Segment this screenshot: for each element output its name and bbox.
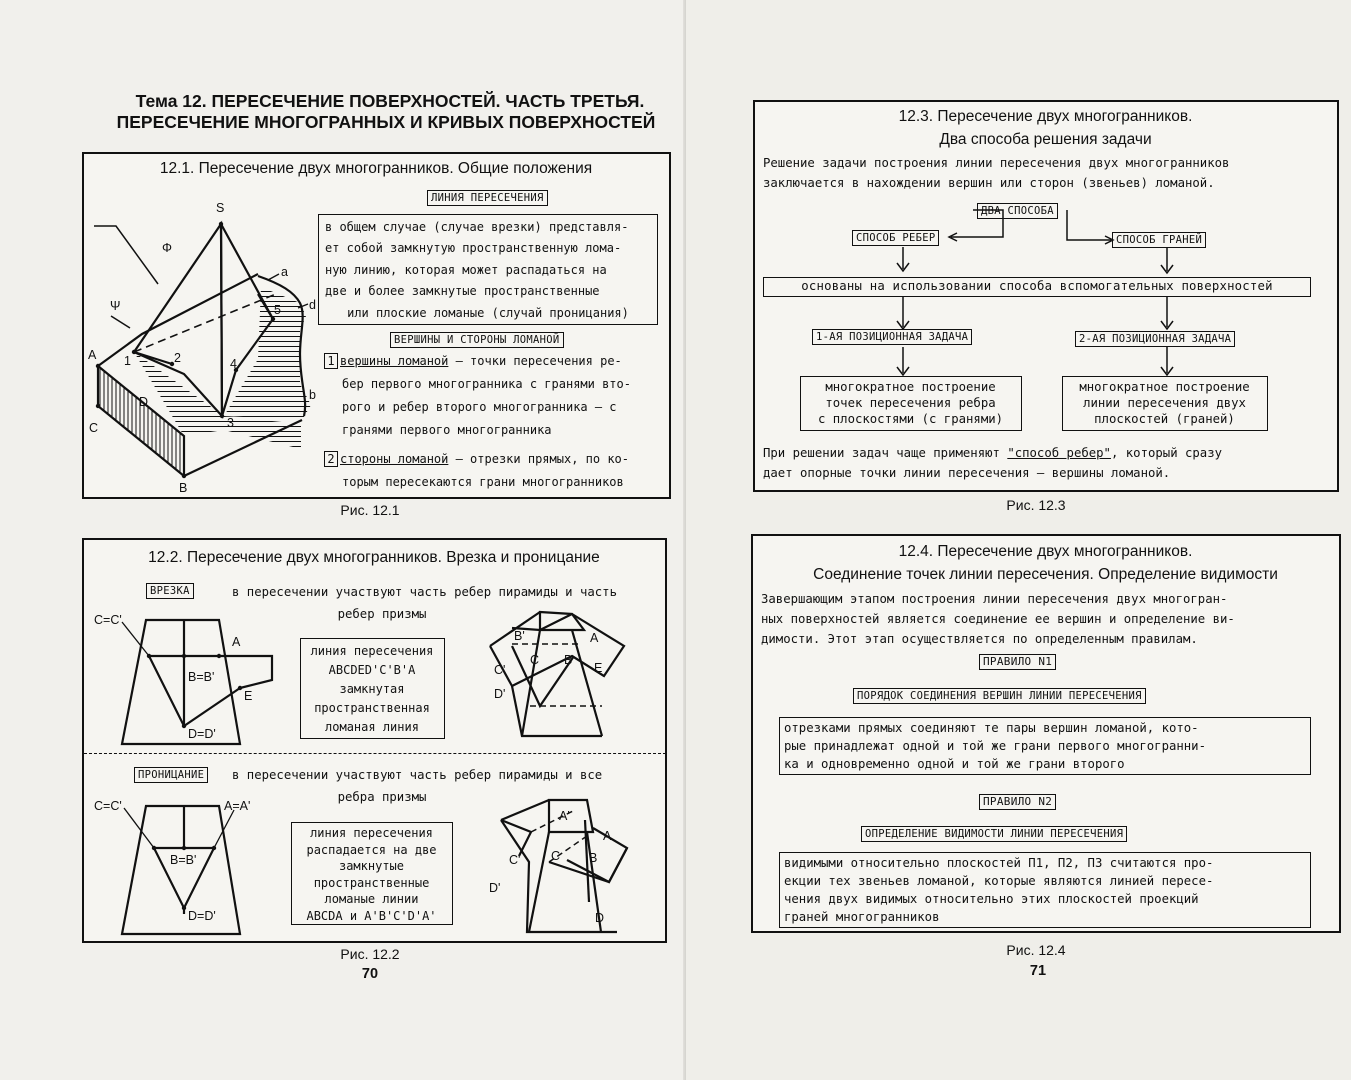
label-d-small: d xyxy=(309,298,316,312)
svg-text:E: E xyxy=(594,661,603,675)
figure-12-1-caption: Рис. 12.1 xyxy=(340,502,400,518)
label-3: 3 xyxy=(227,416,234,430)
item-1-text: 1 вершины ломаной – точки пересечения ре- бер первого многогранника с гранями вто- рого и ребер второго многогранника – с гранями первого многогранника xyxy=(324,350,664,442)
point-3 xyxy=(220,414,224,418)
point-a xyxy=(96,364,100,368)
point-5 xyxy=(271,317,275,321)
svg-text:A: A xyxy=(603,829,612,843)
svg-text:A=A': A=A' xyxy=(224,799,251,813)
topic-title-line-2: ПЕРЕСЕЧЕНИЕ МНОГОГРАННЫХ И КРИВЫХ ПОВЕРХНОСТЕЙ xyxy=(116,112,656,132)
label-b: B xyxy=(179,481,188,495)
tag-two-ways: ДВА СПОСОБА xyxy=(977,203,1058,219)
phi-leader xyxy=(94,226,158,284)
svg-text:D': D' xyxy=(494,687,506,701)
tag-rule-1: ПРАВИЛО N1 xyxy=(979,654,1056,670)
svg-text:D=D': D=D' xyxy=(188,727,216,741)
pronicanie-axonometry xyxy=(489,792,639,942)
figure-12-3-caption: Рис. 12.3 xyxy=(1006,497,1066,513)
figure-12-1-drawing xyxy=(86,184,326,504)
figure-12-2-frame xyxy=(82,538,667,943)
figure-12-3-frame xyxy=(753,100,1339,492)
label-a: A xyxy=(88,348,97,362)
point-1 xyxy=(132,350,136,354)
figure-12-1-frame xyxy=(82,152,671,499)
topic-title-line-1: Тема 12. ПЕРЕСЕЧЕНИЕ ПОВЕРХНОСТЕЙ. ЧАСТЬ ТРЕТЬЯ. xyxy=(135,91,645,111)
page-number-71: 71 xyxy=(1029,963,1047,979)
label-4: 4 xyxy=(230,357,237,371)
svg-text:D: D xyxy=(595,911,605,925)
fig-12-2-divider xyxy=(84,753,666,754)
tag-vrezka: ВРЕЗКА xyxy=(146,583,194,599)
method-box-2: многократное построение линии пересечения двух плоскостей (граней) xyxy=(1062,376,1268,431)
figure-12-2-caption: Рис. 12.2 xyxy=(340,946,400,962)
tag-intersection-line: ЛИНИЯ ПЕРЕСЕЧЕНИЯ xyxy=(427,190,548,206)
figure-12-4-frame xyxy=(751,534,1341,933)
tag-vertices-sides: ВЕРШИНЫ И СТОРОНЫ ЛОМАНОЙ xyxy=(390,332,564,348)
rule-2-box: видимыми относительно плоскостей П1, П2, П3 считаются про- екции тех звеньев ломаной, которые являются линией пересе- чения двух видимых относительно этих плоскостей проекций граней многогранников xyxy=(779,852,1311,928)
figure-12-1-heading: 12.1. Пересечение двух многогранников. Общие положения xyxy=(159,160,593,177)
pronicanie-projection xyxy=(94,798,274,948)
figure-12-4-heading-1: 12.4. Пересечение двух многогранников. xyxy=(898,543,1193,560)
point-c xyxy=(96,404,100,408)
vrezka-axonometry xyxy=(482,606,632,746)
label-phi: Φ xyxy=(162,241,172,255)
definition-text: в общем случае (случае врезки) представля- ет собой замкнутую пространственную лома- ную линию, которая может распадаться на две и более замкнутые пространственные или плоские ломаные (случай проницания) xyxy=(325,220,629,320)
svg-text:A': A' xyxy=(559,809,570,823)
page-number-70: 70 xyxy=(361,966,379,982)
label-5: 5 xyxy=(274,303,281,317)
label-2: 2 xyxy=(174,351,181,365)
label-1: 1 xyxy=(124,354,131,368)
svg-text:B: B xyxy=(589,851,598,865)
svg-text:C=C': C=C' xyxy=(94,613,122,627)
tag-rule-1-title: ПОРЯДОК СОЕДИНЕНИЯ ВЕРШИН ЛИНИИ ПЕРЕСЕЧЕНИЯ xyxy=(853,688,1146,704)
pyramid-outline xyxy=(122,620,240,744)
svg-text:D': D' xyxy=(489,881,501,895)
method-box-1: многократное построение точек пересечения ребра с плоскостями (с гранями) xyxy=(800,376,1022,431)
vrezka-projection xyxy=(94,608,274,748)
tag-way-edges: СПОСОБ РЕБЕР xyxy=(852,230,939,246)
svg-text:E: E xyxy=(244,689,253,703)
vrezka-text: в пересечении участвуют часть ребер пирамиды и часть ребер призмы xyxy=(232,585,617,621)
label-a-small: a xyxy=(281,265,288,279)
svg-text:B: B xyxy=(564,653,573,667)
svg-text:C': C' xyxy=(494,663,506,677)
svg-text:A: A xyxy=(232,635,241,649)
figure-12-2-heading: 12.2. Пересечение двух многогранников. Врезка и проницание xyxy=(148,549,600,566)
definition-box xyxy=(318,214,658,325)
svg-text:C': C' xyxy=(509,853,521,867)
figure-12-3-heading-1: 12.3. Пересечение двух многогранников. xyxy=(898,108,1193,125)
fig-12-4-intro: Завершающим этапом построения линии пересечения двух многогран- ных поверхностей является соединение ее вершин и определение ви- димости. Этот этап осуществляется по определенным правилам. xyxy=(761,592,1235,646)
tag-rule-2: ПРАВИЛО N2 xyxy=(979,794,1056,810)
tag-task-2: 2-АЯ ПОЗИЦИОННАЯ ЗАДАЧА xyxy=(1075,331,1235,347)
svg-text:C: C xyxy=(530,653,540,667)
pronicanie-result-box: линия пересечения распадается на две замкнутые пространственные ломаные линии ABCDA и A'B'C'D'A' xyxy=(291,822,453,925)
label-s: S xyxy=(216,201,225,215)
tag-task-1: 1-АЯ ПОЗИЦИОННАЯ ЗАДАЧА xyxy=(812,329,972,345)
fig-12-3-intro: Решение задачи построения линии пересечения двух многогранников заключается в нахождении вершин или сторон (звеньев) ломаной. xyxy=(763,156,1230,190)
psi-leader xyxy=(111,316,130,328)
label-b-small: b xyxy=(309,388,316,402)
svg-text:D=D': D=D' xyxy=(188,909,216,923)
fig-12-3-outro: При решении задач чаще применяют "способ ребер", который сразу дает опорные точки линии пересечения – вершины ломаной. xyxy=(763,446,1223,480)
label-c: C xyxy=(89,421,99,435)
label-d: D xyxy=(139,395,149,409)
right-page xyxy=(686,0,1351,1080)
tag-rule-2-title: ОПРЕДЕЛЕНИЕ ВИДИМОСТИ ЛИНИИ ПЕРЕСЕЧЕНИЯ xyxy=(861,826,1127,842)
pronicanie-text: в пересечении участвуют часть ребер пирамиды и все ребра призмы xyxy=(232,768,603,804)
based-on-box: основаны на использовании способа вспомогательных поверхностей xyxy=(763,277,1311,297)
item-2-text: 2 стороны ломаной – отрезки прямых, по ко- торым пересекаются грани многогранников xyxy=(324,448,664,494)
figure-12-4-heading-2: Соединение точек линии пересечения. Определение видимости xyxy=(813,566,1278,583)
label-psi: Ψ xyxy=(110,299,121,313)
svg-text:C: C xyxy=(551,849,561,863)
svg-text:B=B': B=B' xyxy=(170,853,197,867)
point-b xyxy=(182,474,186,478)
figure-12-4-caption: Рис. 12.4 xyxy=(1006,942,1066,958)
rule-1-box: отрезками прямых соединяют те пары вершин ломаной, кото- рые принадлежат одной и той же грани первого многогранни- ка и одновременно одной и той же грани второго xyxy=(779,717,1311,775)
tag-pronicanie: ПРОНИЦАНИЕ xyxy=(134,767,208,783)
a-leader xyxy=(268,274,279,280)
figure-12-3-heading-2: Два способа решения задачи xyxy=(939,131,1152,148)
vrezka-result-box: линия пересечения ABCDED'C'B'A замкнутая пространственная ломаная линия xyxy=(300,638,445,739)
svg-text:A: A xyxy=(590,631,599,645)
tag-way-faces: СПОСОБ ГРАНЕЙ xyxy=(1112,232,1206,248)
svg-text:B': B' xyxy=(514,629,525,643)
point-s xyxy=(219,222,223,226)
svg-text:C=C': C=C' xyxy=(94,799,122,813)
svg-text:B=B': B=B' xyxy=(188,670,215,684)
